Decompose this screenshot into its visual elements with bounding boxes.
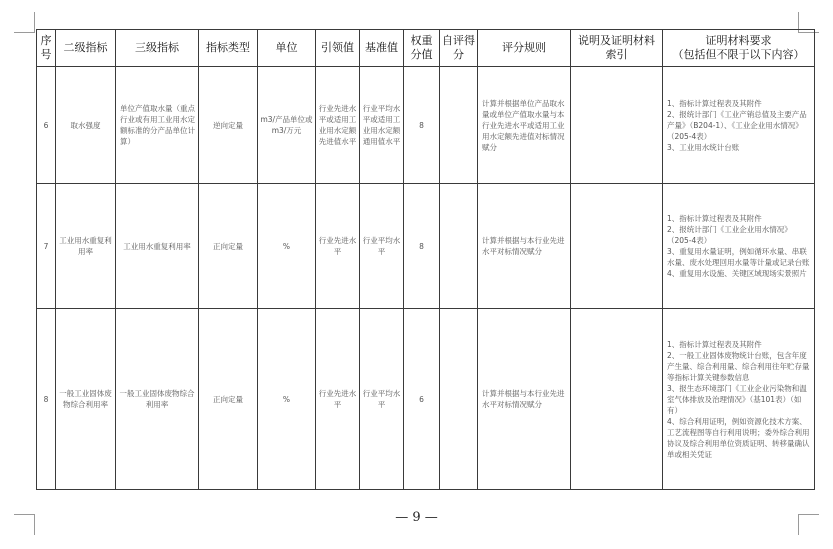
cell-req: 1、指标计算过程表及其附件 2、报统计部门《工业企业用水情况》（205-4表） 3、重复用水量证明，例如循环水量、串联水量、废水处理回用水量等计量或记录台账 4、重复用水设施、关键区域现场实景照片 <box>663 184 815 309</box>
cell-level3: 单位产值取水量（重点行业或有用工业用水定额标准的分产品单位计算） <box>116 67 199 184</box>
cell-lead: 行业先进水平 <box>316 309 360 490</box>
cell-unit: m3/产品单位或m3/万元 <box>258 67 316 184</box>
header-lead: 引领值 <box>316 30 360 67</box>
cell-rule: 计算并根据与本行业先进水平对标情况赋分 <box>478 184 571 309</box>
cell-req: 1、指标计算过程表及其附件 2、一般工业固体废物统计台账，包含年度产生量、综合利用量、综合利用往年贮存量等指标计算关键参数信息 3、报生态环境部门《工业企业污染物和温室气体排放及治理情况》（基101表）（如有） 4、综合利用证明，例如资源化技术方案、工艺流程图等自行利用说明；委外综合利用协议及综合利用单位资质证明、转移量确认单或相关凭证 <box>663 309 815 490</box>
table-row <box>37 184 815 309</box>
cell-self <box>440 67 478 184</box>
cell-index <box>571 309 663 490</box>
cell-base: 行业平均水平 <box>360 309 404 490</box>
indicator-table <box>36 29 815 490</box>
header-index: 说明及证明材料索引 <box>571 30 663 67</box>
header-level3: 三级指标 <box>116 30 199 67</box>
header-rule: 评分规则 <box>478 30 571 67</box>
cell-unit: % <box>258 309 316 490</box>
cell-self <box>440 309 478 490</box>
cell-self <box>440 184 478 309</box>
cell-weight: 6 <box>404 309 440 490</box>
header-base: 基准值 <box>360 30 404 67</box>
header-level2: 二级指标 <box>56 30 116 67</box>
crop-mark-top-left <box>14 12 35 33</box>
cell-req: 1、指标计算过程表及其附件 2、报统计部门《工业产销总值及主要产品产量》（B204-1）、《工业企业用水情况》（205-4表） 3、工业用水统计台账 <box>663 67 815 184</box>
header-no: 序号 <box>37 30 56 67</box>
table-row <box>37 67 815 184</box>
cell-rule: 计算并根据与本行业先进水平对标情况赋分 <box>478 309 571 490</box>
cell-level2: 工业用水重复利用率 <box>56 184 116 309</box>
table-row <box>37 309 815 490</box>
cell-rule: 计算并根据单位产品取水量或单位产值取水量与本行业先进水平或适用工业用水定额先进值对标情况赋分 <box>478 67 571 184</box>
header-type: 指标类型 <box>199 30 258 67</box>
cell-lead: 行业先进水平 <box>316 184 360 309</box>
header-unit: 单位 <box>258 30 316 67</box>
cell-type: 逆向定量 <box>199 67 258 184</box>
header-weight: 权重分值 <box>404 30 440 67</box>
header-self: 自评得分 <box>440 30 478 67</box>
cell-base: 行业平均水平 <box>360 184 404 309</box>
cell-type: 正向定量 <box>199 309 258 490</box>
cell-weight: 8 <box>404 184 440 309</box>
cell-base: 行业平均水平或适用工业用水定额通用值水平 <box>360 67 404 184</box>
cell-level2: 取水强度 <box>56 67 116 184</box>
cell-level3: 工业用水重复利用率 <box>116 184 199 309</box>
cell-no: 6 <box>37 67 56 184</box>
cell-no: 7 <box>37 184 56 309</box>
cell-level2: 一般工业固体废物综合利用率 <box>56 309 116 490</box>
cell-level3: 一般工业固体废物综合利用率 <box>116 309 199 490</box>
page-number: — 9 — <box>395 510 438 525</box>
cell-no: 8 <box>37 309 56 490</box>
cell-lead: 行业先进水平或适用工业用水定额先进值水平 <box>316 67 360 184</box>
cell-unit: % <box>258 184 316 309</box>
header-req: 证明材料要求 （包括但不限于以下内容） <box>663 30 815 67</box>
header-row <box>37 30 815 67</box>
cell-weight: 8 <box>404 67 440 184</box>
cell-index <box>571 67 663 184</box>
cell-index <box>571 184 663 309</box>
cell-type: 正向定量 <box>199 184 258 309</box>
